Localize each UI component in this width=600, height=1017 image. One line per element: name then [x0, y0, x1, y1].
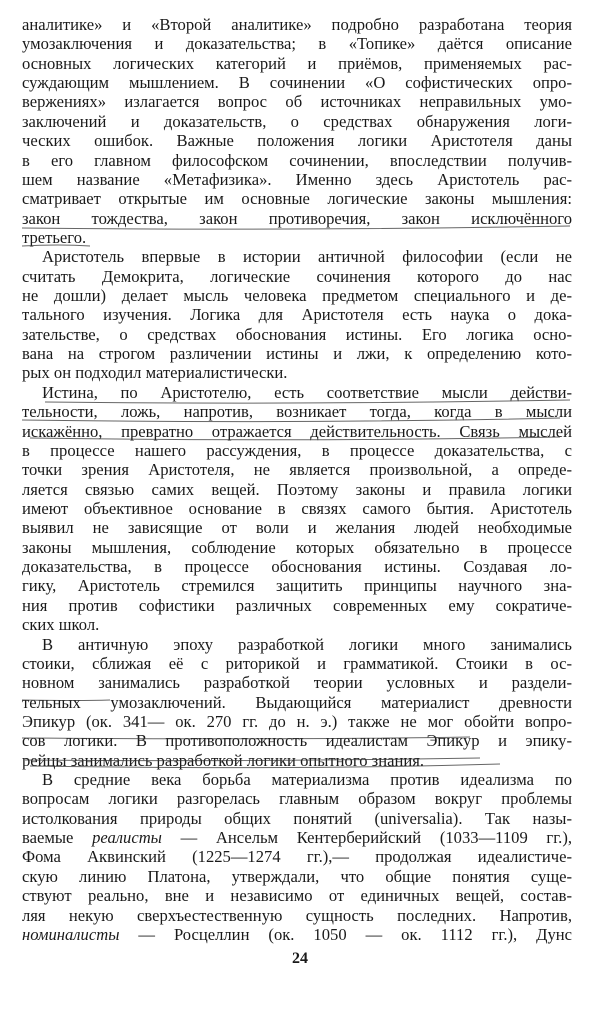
text-line: Истина, по Аристотелю, есть соответствие мысли действи- — [42, 382, 572, 402]
text-line: тельных умозаключений. Выдающийся материалист древности — [22, 692, 572, 712]
text-line: рейцы занимались разработкой логики опытного знания. — [22, 750, 425, 770]
text-line: аналитике» и «Второй аналитике» подробно разработана теория — [22, 15, 572, 34]
text-line: в процессе нашего рассуждения, в процессе доказательства, с — [22, 440, 572, 460]
text-line: ляя некую сверхъестественную сущность последних. Напротив, — [22, 905, 572, 925]
page-number: 24 — [292, 950, 308, 967]
text-line: вопросам логики разгорелась главным образом вокруг проблемы — [22, 789, 572, 809]
text-line: ствуют реально, вне и независимо от единичных вещей, состав- — [22, 886, 572, 906]
text-line: заключений и доказательств, о средствах обнаружения логи- — [22, 111, 572, 131]
text-line: ских школ. — [22, 615, 100, 635]
text-line: гику, Аристотель стремился защитить принципы научного зна- — [22, 576, 572, 596]
text-line: сов логики. В противоположность идеалистам Эпикур и эпику- — [22, 731, 572, 751]
text-line: основных логических категорий и приёмов, применяемых рас- — [22, 53, 572, 73]
text-line — [22, 828, 572, 847]
text-line: истолкования природы общих понятий (universalia). Так назы- — [22, 808, 572, 828]
text-segment: — Росцеллин (ок. 1050 — ок. 1112 гг.), Дунс — [119, 924, 572, 944]
text-line: выявил не зависящие от воли и желания людей необходимые — [22, 518, 572, 538]
text-line: считать Демокрита, логические сочинения которого до нас — [22, 266, 572, 286]
text-line: тального изучения. Логика для Аристотеля есть наука о дока- — [22, 305, 572, 325]
text-line: умозаключения и доказательства; в «Топике» даётся описание — [22, 34, 572, 54]
text-line: В античную эпоху разработкой логики много занимались — [42, 634, 572, 654]
text-line: вержениях» излагается вопрос об источниках неправильных умо- — [22, 92, 572, 112]
text-line: скую линию Платона, утверждали, что общие понятия суще- — [22, 866, 572, 886]
text-line: вана на строгом различении истины и лжи, к определению кото- — [22, 344, 572, 364]
text-line: имеют объективное основание в связях самого бытия. Аристотель — [22, 498, 572, 518]
text-segment: — Ансельм Кентерберийский (1033—1109 гг.), — [161, 828, 572, 848]
text-line: ляется связью самих вещей. Поэтому законы и правила логики — [22, 479, 572, 499]
text-line: тельности, ложь, напротив, возникает тогда, когда в мысли — [22, 402, 572, 422]
text-line: искажённо, превратно отражается действительность. Связь мыслей — [22, 421, 572, 441]
text-line: суждающим мышлением. В сочинении «О софистических опро- — [22, 73, 572, 93]
page-body — [22, 15, 572, 944]
text-segment: ваемые — [22, 828, 93, 848]
text-line: Аристотель впервые в истории античной философии (если не — [42, 247, 572, 267]
text-line: в его главном философском сочинении, впоследствии получив- — [22, 150, 572, 170]
text-line — [22, 925, 572, 944]
text-line: новном занимались разработкой теории условных и раздели- — [22, 673, 572, 693]
text-line: рых он подходил материалистически. — [22, 363, 288, 383]
text-line: ния против софистики различных современных ему сократиче- — [22, 595, 572, 615]
text-line: ческих ошибок. Важные положения логики Аристотеля даны — [22, 131, 572, 151]
text-line: сматривает открытые им основные логические законы мышления: — [22, 189, 572, 209]
italic-term: реалисты — [92, 828, 162, 848]
text-line: доказательства, в процессе обоснования истины. Создавая ло- — [22, 557, 572, 577]
text-line: третьего. — [22, 227, 87, 247]
text-line: не дошли) делает мысль человека предметом специального и де- — [22, 286, 572, 306]
text-line: Эпикур (ок. 341— ок. 270 гг. до н. э.) также не мог обойти вопро- — [22, 711, 572, 731]
text-line: законы мышления, соблюдение которых обязательно в процессе — [22, 537, 572, 557]
text-line: закон тождества, закон противоречия, закон исключённого — [22, 208, 572, 228]
text-line: В средние века борьба материализма против идеализма по — [42, 770, 572, 790]
text-line: шем название «Метафизика». Именно здесь Аристотель рас- — [22, 169, 572, 189]
text-line: стоики, сближая её с риторикой и грамматикой. Стоики в ос- — [22, 653, 572, 673]
text-line: точки зрения Аристотеля, не является произвольной, а опреде- — [22, 460, 572, 480]
text-line: Фома Аквинский (1225—1274 гг.),— продолжая идеалистиче- — [22, 847, 572, 867]
text-line: зательстве, о средствах обоснования истины. Его логика осно- — [22, 324, 572, 344]
italic-term: номиналисты — [22, 924, 120, 944]
